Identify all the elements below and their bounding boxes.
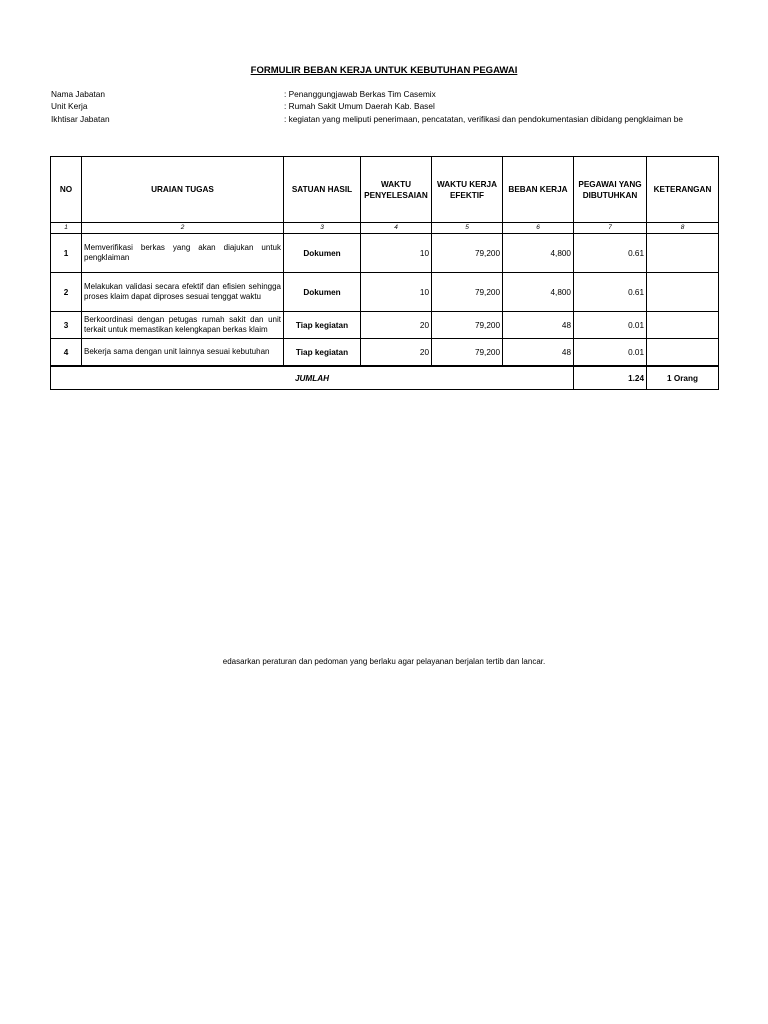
row-beban: 48	[503, 339, 574, 367]
row-pegawai: 0.61	[574, 234, 647, 273]
row-pegawai: 0.61	[574, 273, 647, 312]
row-task: Berkoordinasi dengan petugas rumah sakit dan unit terkait untuk memastikan kelengkapan berkas klaim	[82, 312, 284, 339]
form-title: FORMULIR BEBAN KERJA UNTUK KEBUTUHAN PEGAWAI	[250, 65, 518, 76]
row-task: Bekerja sama dengan unit lainnya sesuai kebutuhan	[82, 339, 284, 367]
column-number-row	[51, 223, 719, 234]
column-number: 7	[574, 223, 647, 234]
column-number: 4	[361, 223, 432, 234]
row-keterangan	[647, 273, 719, 312]
row-beban: 4,800	[503, 273, 574, 312]
table-row	[51, 234, 719, 273]
row-no: 2	[51, 273, 82, 312]
table-row	[51, 312, 719, 339]
row-no: 4	[51, 339, 82, 367]
unit-kerja-label: Unit Kerja	[51, 101, 88, 111]
row-waktu: 10	[361, 234, 432, 273]
total-pegawai: 1.24	[574, 366, 647, 390]
row-unit: Dokumen	[284, 273, 361, 312]
footer-note: edasarkan peraturan dan pedoman yang berlaku agar pelayanan berjalan tertib dan lancar.	[222, 657, 546, 666]
column-number: 1	[51, 223, 82, 234]
header-waktu-kerja-efektif: WAKTU KERJA EFEKTIF	[432, 157, 503, 223]
row-beban: 48	[503, 312, 574, 339]
header-uraian-tugas: URAIAN TUGAS	[82, 157, 284, 223]
row-unit: Tiap kegiatan	[284, 312, 361, 339]
table-header-row	[51, 157, 719, 223]
row-keterangan	[647, 234, 719, 273]
row-efektif: 79,200	[432, 234, 503, 273]
row-unit: Tiap kegiatan	[284, 339, 361, 367]
row-beban: 4,800	[503, 234, 574, 273]
unit-kerja-value: : Rumah Sakit Umum Daerah Kab. Basel	[284, 101, 435, 111]
header-beban-kerja: BEBAN KERJA	[503, 157, 574, 223]
column-number: 8	[647, 223, 719, 234]
row-pegawai: 0.01	[574, 339, 647, 367]
header-keterangan: KETERANGAN	[647, 157, 719, 223]
workload-table	[50, 156, 719, 390]
total-keterangan: 1 Orang	[647, 366, 719, 390]
row-efektif: 79,200	[432, 339, 503, 367]
column-number: 3	[284, 223, 361, 234]
row-keterangan	[647, 339, 719, 367]
table-row	[51, 273, 719, 312]
header-pegawai-dibutuhkan: PEGAWAI YANG DIBUTUHKAN	[574, 157, 647, 223]
column-number: 5	[432, 223, 503, 234]
row-waktu: 10	[361, 273, 432, 312]
row-efektif: 79,200	[432, 312, 503, 339]
column-number: 2	[82, 223, 284, 234]
nama-jabatan-label: Nama Jabatan	[51, 89, 105, 99]
row-keterangan	[647, 312, 719, 339]
row-unit: Dokumen	[284, 234, 361, 273]
ikhtisar-jabatan-label: Ikhtisar Jabatan	[51, 114, 110, 124]
header-no: NO	[51, 157, 82, 223]
row-waktu: 20	[361, 312, 432, 339]
info-row-ikhtisar-jabatan	[51, 114, 717, 126]
header-waktu-penyelesaian: WAKTU PENYELESAIAN	[361, 157, 432, 223]
row-no: 3	[51, 312, 82, 339]
row-waktu: 20	[361, 339, 432, 367]
table-row	[51, 339, 719, 367]
row-no: 1	[51, 234, 82, 273]
row-pegawai: 0.01	[574, 312, 647, 339]
header-satuan-hasil: SATUAN HASIL	[284, 157, 361, 223]
column-number: 6	[503, 223, 574, 234]
row-efektif: 79,200	[432, 273, 503, 312]
total-row	[51, 366, 719, 390]
total-label: JUMLAH	[51, 366, 574, 390]
row-task: Memverifikasi berkas yang akan diajukan untuk pengklaiman	[82, 234, 284, 273]
ikhtisar-jabatan-value: : kegiatan yang meliputi penerimaan, pencatatan, verifikasi dan pendokumentasian dibidang pengklaiman be	[284, 114, 683, 124]
row-task: Melakukan validasi secara efektif dan efisien sehingga proses klaim dapat diproses sesuai tenggat waktu	[82, 273, 284, 312]
nama-jabatan-value: : Penanggungjawab Berkas Tim Casemix	[284, 89, 436, 99]
